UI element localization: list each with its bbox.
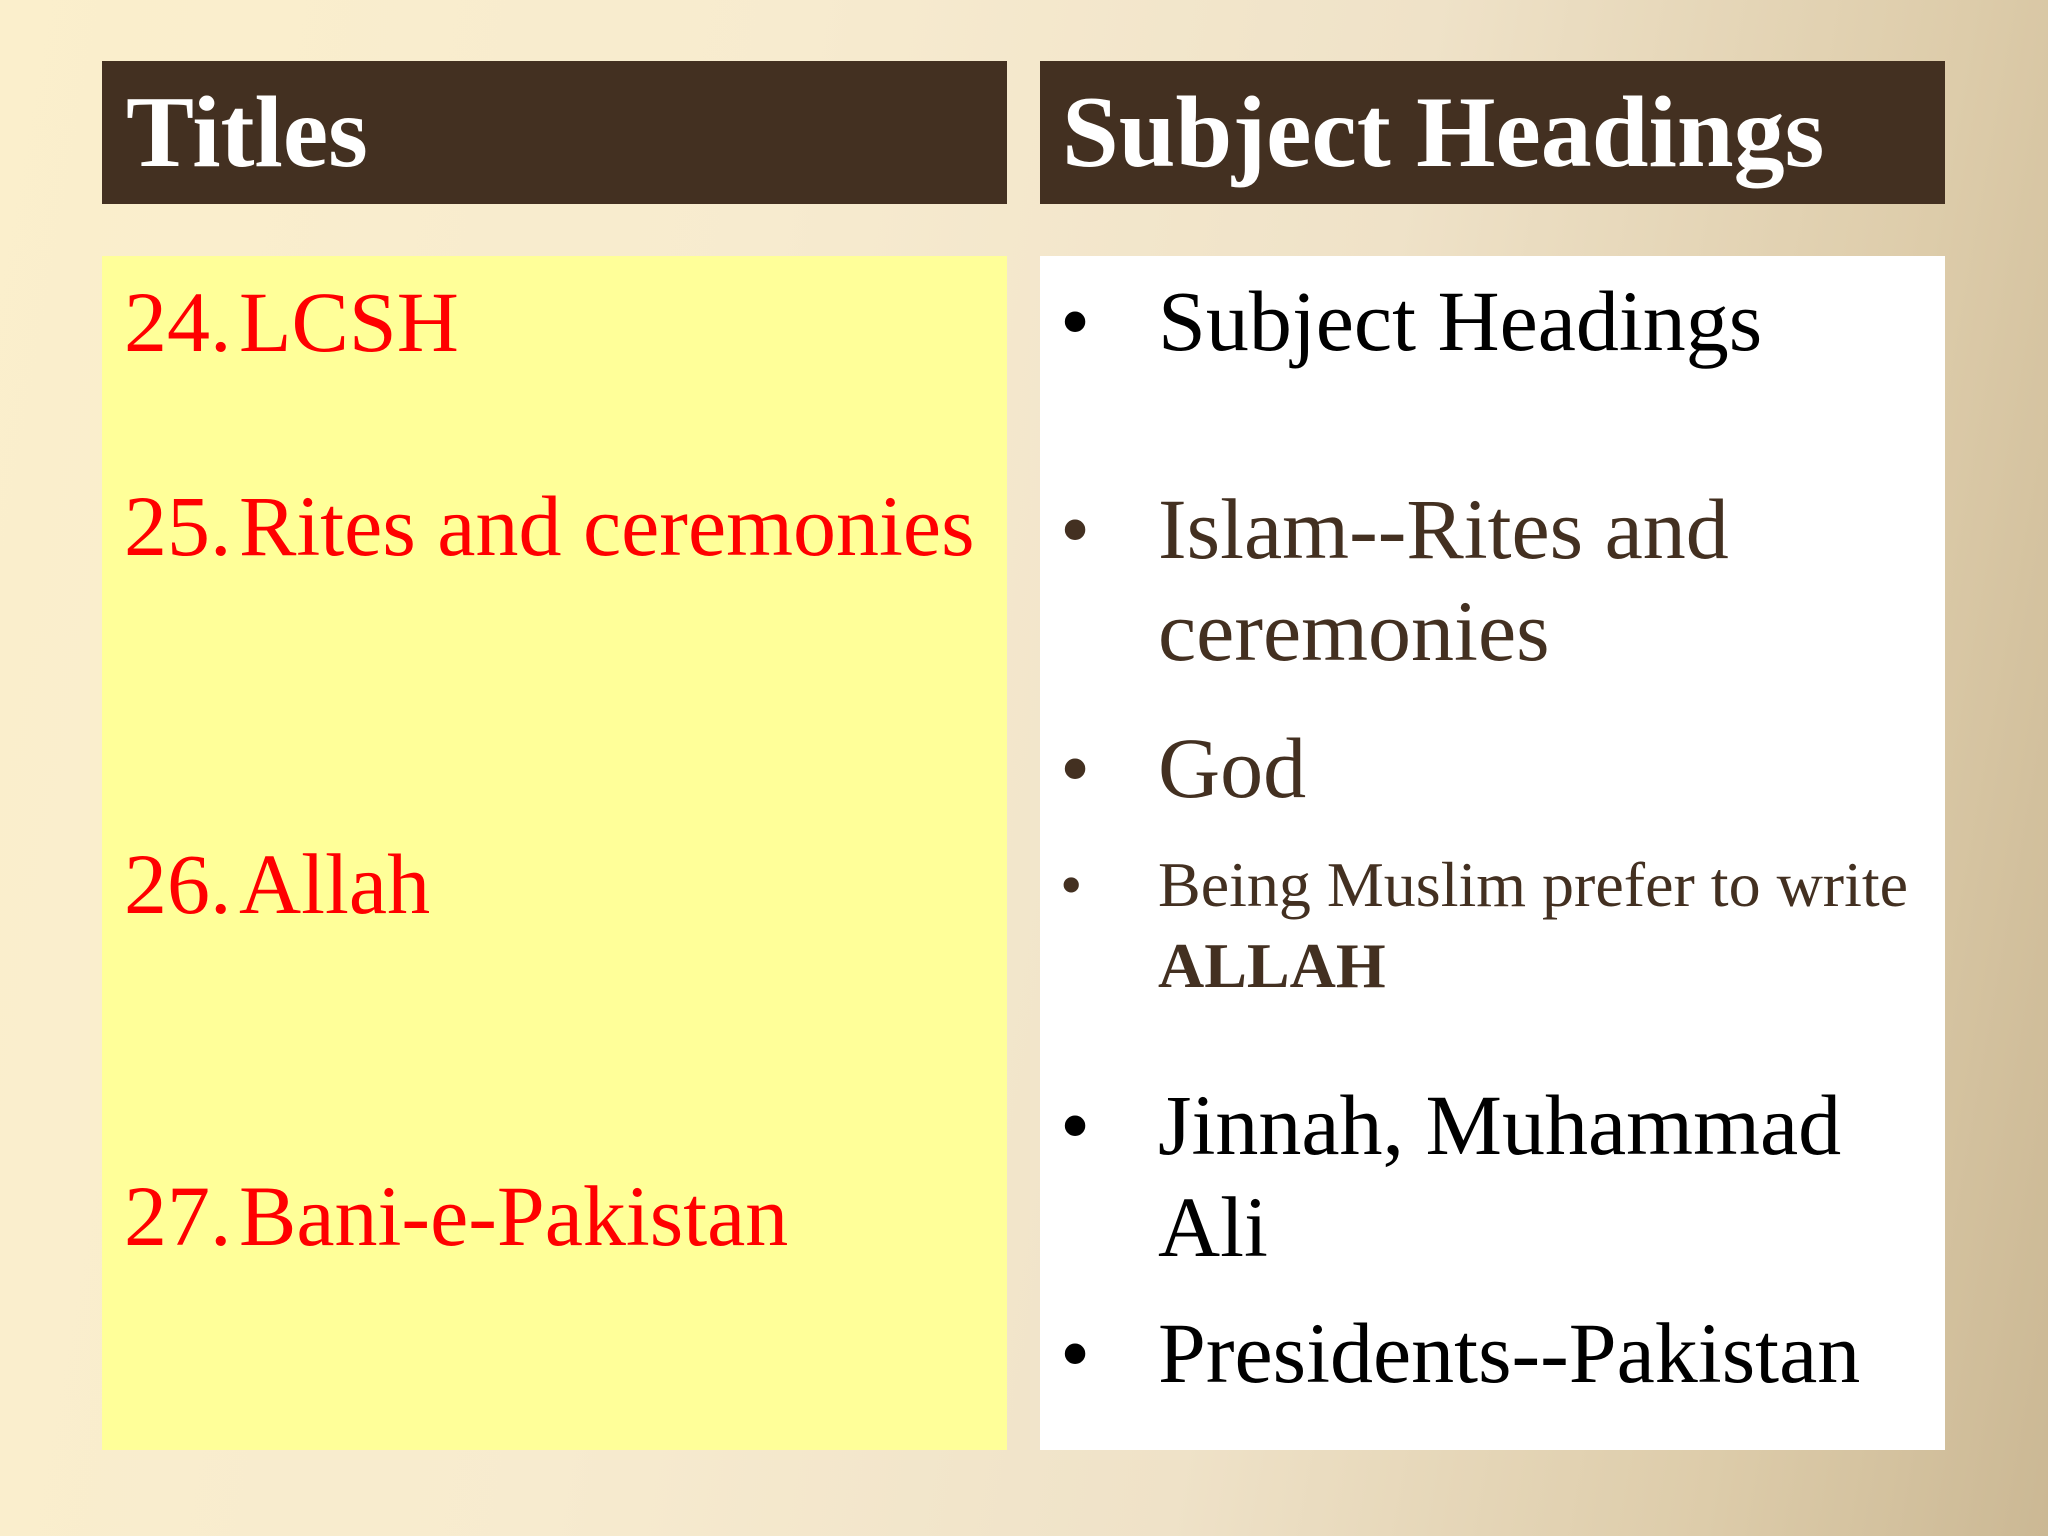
subject-item-text: Jinnah, Muhammad Ali: [1158, 1077, 1842, 1275]
title-item: [124, 268, 1007, 377]
title-item: [124, 472, 1007, 581]
titles-header-label: Titles: [126, 76, 368, 189]
subject-item-text-prefix: Being Muslim prefer to write: [1158, 849, 1909, 920]
subject-bullet-item: [1060, 1302, 1925, 1404]
subject-headings-header-label: Subject Headings: [1062, 76, 1825, 189]
subject-item-text-bold: ALLAH: [1158, 930, 1386, 1001]
subject-bullet-item: [1060, 270, 1925, 372]
titles-header: [102, 61, 1007, 204]
bullet-icon: •: [1060, 273, 1091, 369]
bullet-icon: •: [1060, 481, 1091, 577]
title-item-text: LCSH: [239, 274, 459, 370]
subject-item-text: God: [1158, 720, 1307, 816]
subject-bullet-item: [1060, 1074, 1925, 1278]
subject-item-text: [1158, 844, 1925, 1006]
subject-bullet-item: [1060, 717, 1925, 819]
subject-bullet-item: [1060, 478, 1925, 682]
subject-item-text: Subject Headings: [1158, 273, 1763, 369]
title-item-text: Rites and ceremonies: [239, 478, 975, 574]
title-item-number: 26.: [124, 836, 232, 932]
bullet-icon: •: [1060, 1077, 1091, 1173]
bullet-icon: •: [1060, 1305, 1091, 1401]
subject-bullet-item: [1060, 844, 1925, 1006]
subject-headings-header: [1040, 61, 1945, 204]
title-item-number: 27.: [124, 1168, 232, 1264]
title-item-number: 24.: [124, 274, 232, 370]
titles-panel: [102, 256, 1007, 1450]
subject-headings-panel: [1040, 256, 1945, 1450]
bullet-icon: •: [1060, 849, 1083, 920]
bullet-icon: •: [1060, 720, 1091, 816]
title-item: [124, 830, 1007, 939]
title-item-number: 25.: [124, 478, 232, 574]
subject-item-text: Islam--Rites and ceremonies: [1158, 481, 1729, 679]
title-item-text: Allah: [239, 836, 431, 932]
title-item: [124, 1162, 1007, 1271]
subject-item-text: Presidents--Pakistan: [1158, 1305, 1861, 1401]
title-item-text: Bani-e-Pakistan: [239, 1168, 789, 1264]
